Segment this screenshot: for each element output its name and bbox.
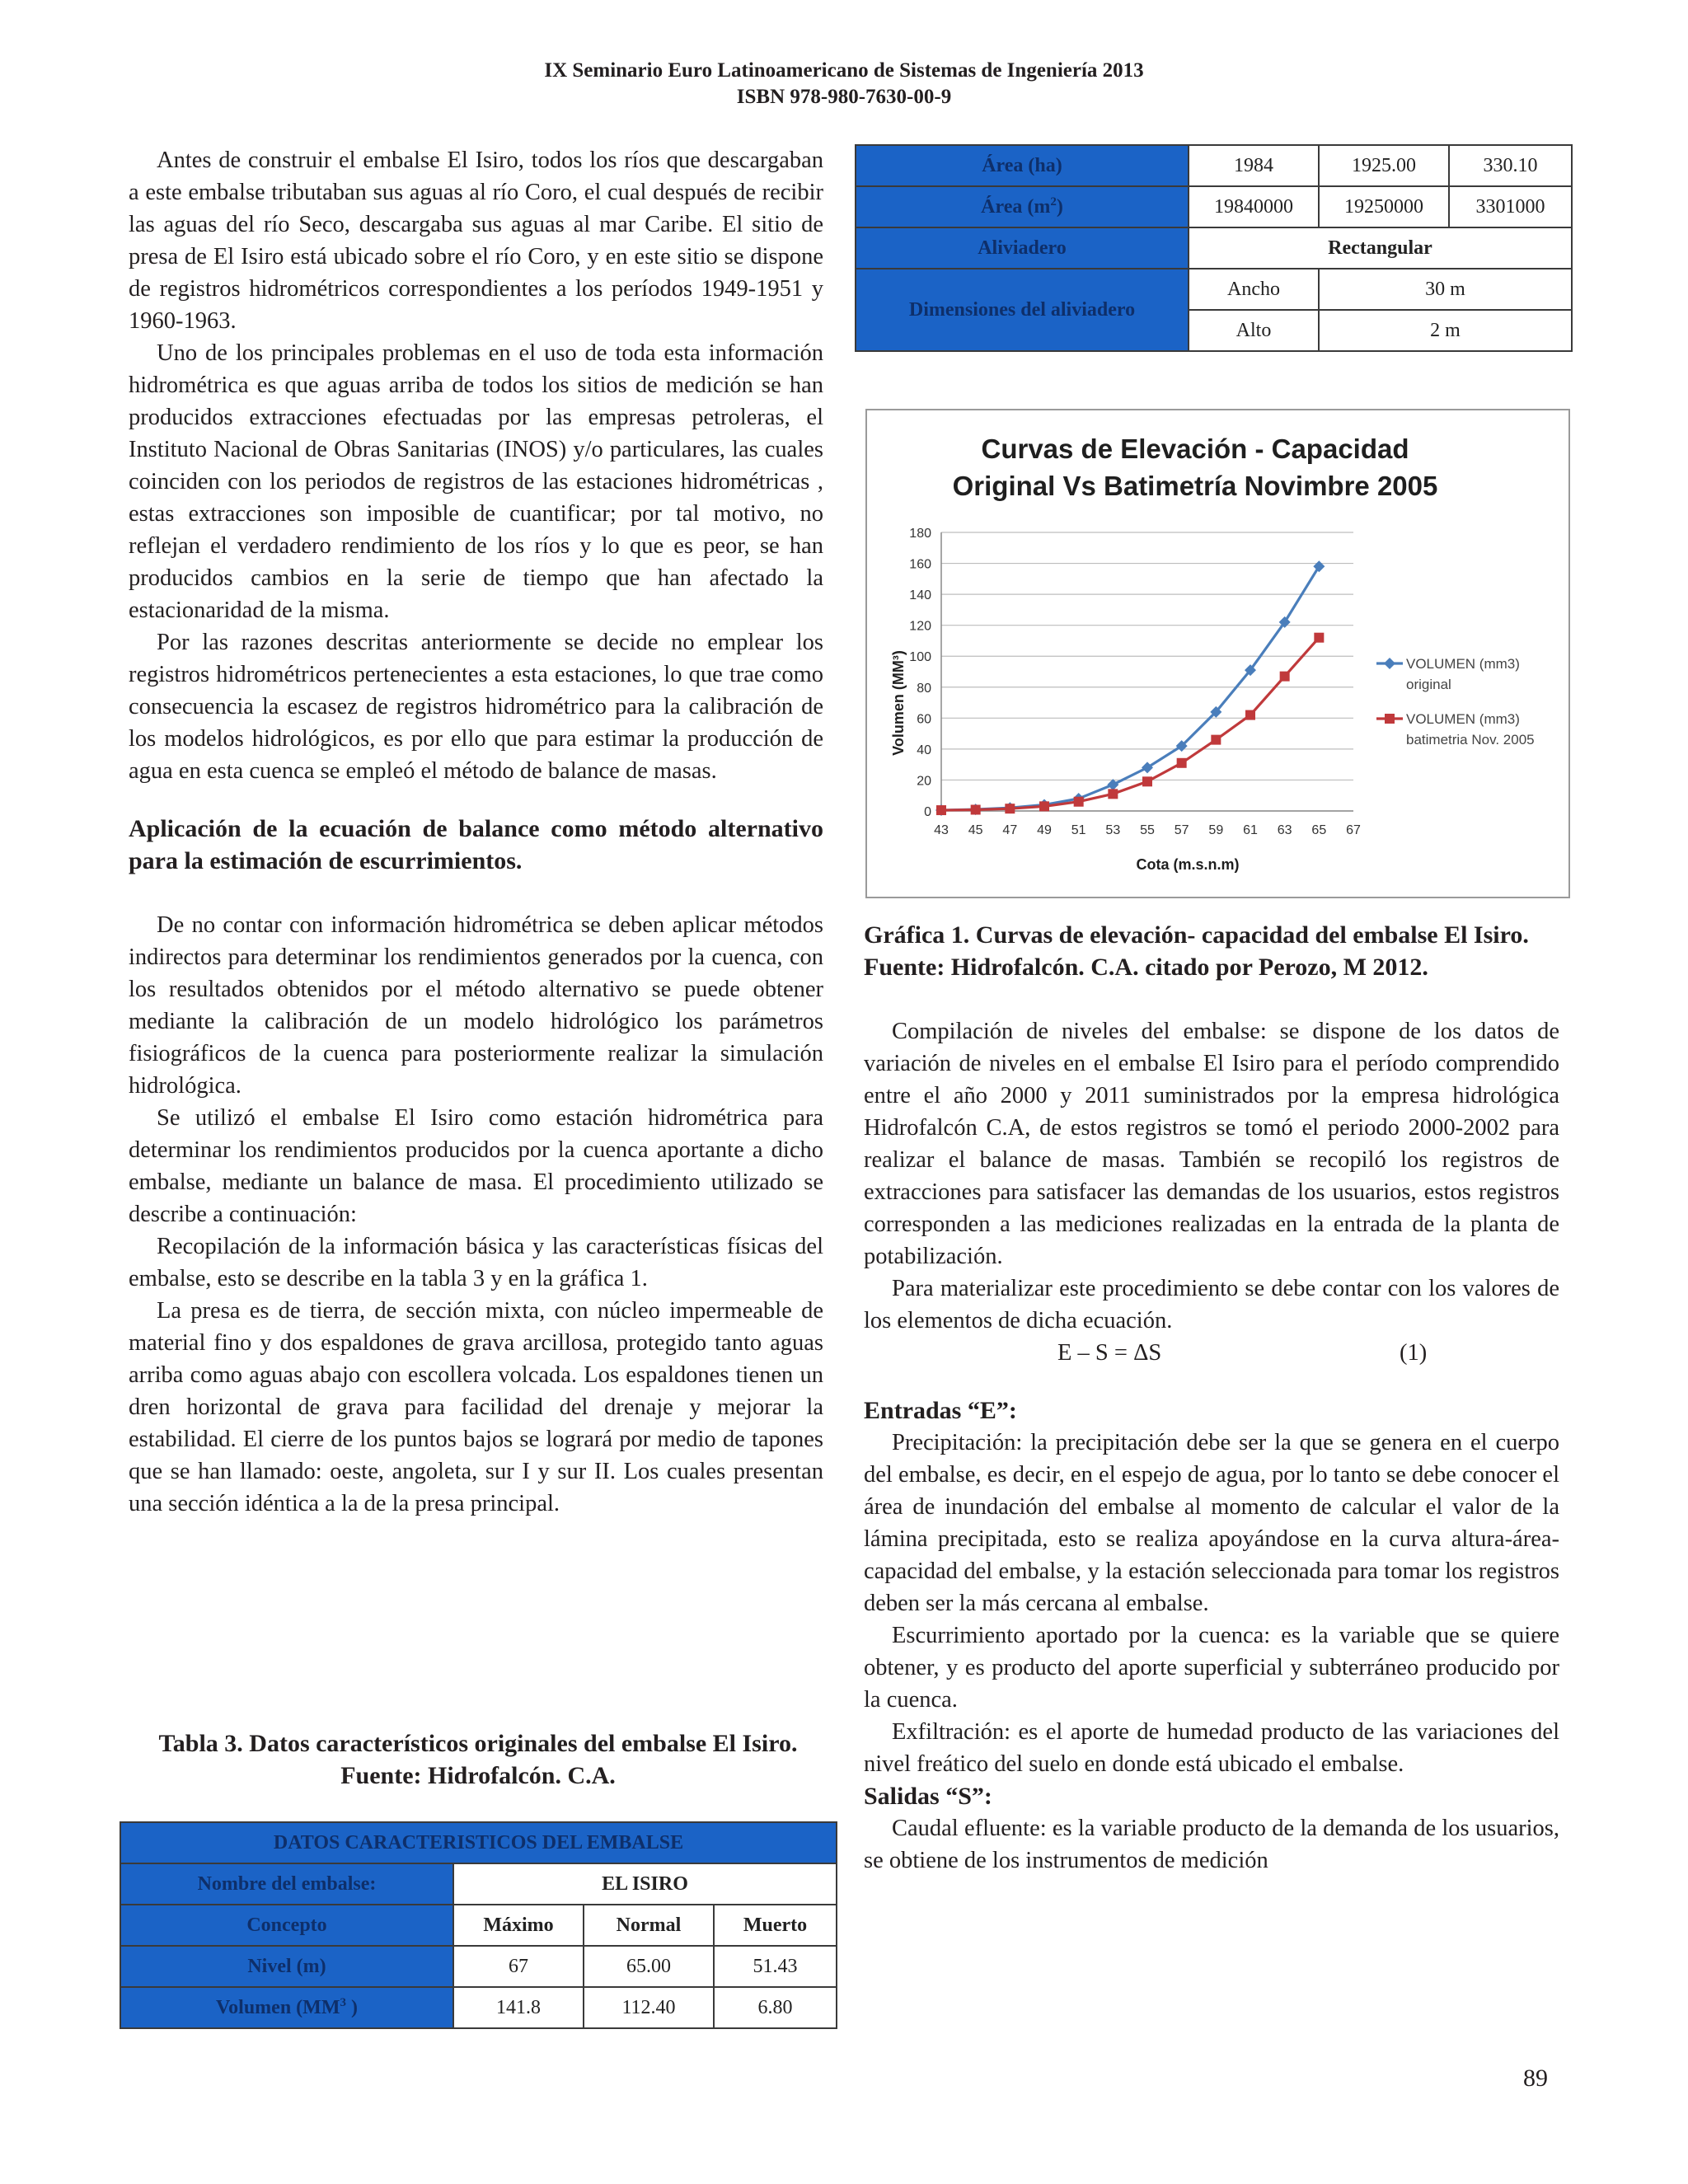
table-title: DATOS CARACTERISTICOS DEL EMBALSE	[120, 1822, 837, 1863]
section-heading: Salidas “S”:	[864, 1783, 992, 1810]
left-column	[129, 144, 823, 1520]
y-tick-label: 40	[917, 743, 931, 757]
y-tick-label: 160	[909, 557, 931, 572]
paragraph: De no contar con información hidrométrica se deben aplicar métodos indirectos para determinar los rendimientos generados por la cuenca, con los resultados obtenidos por el método alternativo se puede obtener mediante la calibración de un modelo hidrológico los parámetros fisiográficos de la cuenca para posteriormente realizar la simulación hidrológica.	[129, 912, 823, 1099]
table-cell: 1925.00	[1319, 145, 1449, 186]
table-cell: 6.80	[714, 1987, 837, 2028]
paragraph: Para materializar este procedimiento se debe contar con los valores de los elementos de dicha ecuación.	[864, 1276, 1559, 1333]
page-number: 89	[1523, 2064, 1548, 2092]
reservoir-data-table-continued	[855, 144, 1573, 352]
y-tick-label: 80	[917, 681, 931, 696]
col-header-max: Máximo	[453, 1905, 584, 1946]
name-value: EL ISIRO	[453, 1863, 837, 1905]
table-cell: 330.10	[1449, 145, 1572, 186]
data-point	[1005, 804, 1015, 813]
x-tick-label: 67	[1346, 823, 1361, 837]
elevation-capacity-chart	[865, 409, 1570, 898]
paragraph: Se utilizó el embalse El Isiro como estación hidrométrica para determinar los rendimientos producidos por la cuenca aportante a dicho embalse, mediante un balance de masa. El procedimiento utilizado se describe a continuación:	[129, 1105, 823, 1227]
data-point	[1211, 735, 1221, 745]
width-label: Ancho	[1189, 269, 1319, 310]
table-cell: 51.43	[714, 1946, 837, 1987]
table-caption: Tabla 3. Datos característicos originales del embalse El Isiro. Fuente: Hidrofalcón. C.A.	[158, 1730, 798, 1789]
height-label: Alto	[1189, 310, 1319, 351]
chart-caption: Gráfica 1. Curvas de elevación- capacidad del embalse El Isiro. Fuente: Hidrofalcón. C.A. citado por Perozo, M 2012.	[864, 921, 1529, 981]
data-point	[1314, 633, 1324, 643]
paragraph: Escurrimiento aportado por la cuenca: es la variable que se quiere obtener, y es producto del aporte superficial y subterráneo producido por la cuenca.	[864, 1623, 1559, 1713]
legend-label: original	[1406, 677, 1451, 692]
spillway-dims-label: Dimensiones del aliviadero	[856, 269, 1189, 351]
nivel-label: Nivel (m)	[120, 1946, 453, 1987]
equation-number: (1)	[1400, 1340, 1428, 1366]
width-value: 30 m	[1319, 269, 1572, 310]
col-header-normal: Normal	[584, 1905, 714, 1946]
equation: E – S = ΔS	[1057, 1340, 1162, 1366]
paragraph: Caudal efluente: es la variable producto de la demanda de los usuarios, se obtiene de los instrumentos de medición	[864, 1816, 1559, 1873]
paragraph: La presa es de tierra, de sección mixta, con núcleo impermeable de material fino y dos espaldones de grava arcillosa, protegido tanto aguas arriba como aguas abajo con escollera volcada. Los espaldones tienen un dren horizontal de grava para facilidad del drenaje y mejorar la estabilidad. El cierre de los puntos bajos se logrará por medio de tapones que se han llamado: oeste, angoleta, sur I y sur II. Los cuales presentan una sección idéntica a la de la presa principal.	[129, 1298, 823, 1516]
data-point	[1074, 797, 1084, 807]
x-tick-label: 57	[1174, 823, 1189, 837]
section-heading: Entradas “E”:	[864, 1397, 1017, 1424]
table-cell: 141.8	[453, 1987, 584, 2028]
conference-title: IX Seminario Euro Latinoamericano de Sistemas de Ingeniería 2013	[544, 59, 1144, 82]
table-cell: 19840000	[1189, 186, 1319, 227]
x-tick-label: 63	[1277, 823, 1292, 837]
right-column	[864, 919, 1559, 1877]
chart-title: Curvas de Elevación - Capacidad	[981, 434, 1409, 464]
paragraph: Compilación de niveles del embalse: se dispone de los datos de variación de niveles en el embalse El Isiro para el período comprendido entre el año 2000 y 2011 suministrados por la empresa hidrológica Hidrofalcón C.A, de estos registros se tomó el periodo 2000-2002 para realizar el balance de masas. También se recopiló los registros de extracciones para satisfacer las demandas de los usuarios, estos registros corresponden a las mediciones realizadas en la entrada de la planta de potabilización.	[864, 1019, 1559, 1269]
table-cell: 1984	[1189, 145, 1319, 186]
legend-label: VOLUMEN (mm3)	[1406, 656, 1520, 672]
paragraph: Antes de construir el embalse El Isiro, todos los ríos que descargaban a este embalse tributaban sus aguas al río Coro, el cual después de recibir las aguas del río Seco, descargaba sus aguas al mar Caribe. El sitio de presa de El Isiro está ubicado sobre el río Coro, y en este sitio se dispone de registros hidrométricos correspondientes a los períodos 1949-1951 y 1960-1963.	[129, 148, 823, 334]
data-point	[1107, 779, 1118, 790]
series-line-1	[941, 566, 1319, 810]
y-tick-label: 120	[909, 619, 931, 634]
legend-marker	[1384, 658, 1395, 669]
chart-svg	[867, 410, 1568, 897]
table-cell: 67	[453, 1946, 584, 1987]
area-ha-label: Área (ha)	[856, 145, 1189, 186]
col-header-dead: Muerto	[714, 1905, 837, 1946]
x-tick-label: 43	[934, 823, 949, 837]
x-tick-label: 53	[1105, 823, 1121, 837]
data-point	[936, 805, 946, 815]
table-cell: 112.40	[584, 1987, 714, 2028]
x-tick-label: 51	[1071, 823, 1086, 837]
y-tick-label: 0	[924, 805, 931, 819]
y-axis-label: Volumen (MM³)	[890, 650, 907, 756]
paragraph: Exfiltración: es el aporte de humedad producto de las variaciones del nivel freático del suelo en donde está ubicado el embalse.	[864, 1719, 1559, 1777]
y-tick-label: 140	[909, 588, 931, 603]
legend-label: VOLUMEN (mm3)	[1406, 711, 1520, 727]
data-point	[1108, 789, 1118, 799]
chart-subtitle: Original Vs Batimetría Novimbre 2005	[952, 471, 1438, 501]
y-tick-label: 60	[917, 712, 931, 727]
x-tick-label: 59	[1208, 823, 1224, 837]
data-point	[1039, 801, 1049, 811]
section-heading: Aplicación de la ecuación de balance como método alternativo para la estimación de escurrimientos.	[129, 815, 823, 874]
height-value: 2 m	[1319, 310, 1572, 351]
area-m2-label: Área $(m^2)$	[856, 186, 1189, 227]
legend-label: batimetria Nov. 2005	[1406, 732, 1535, 748]
paragraph: Recopilación de la información básica y las características físicas del embalse, esto se describe en la tabla 3 y en la gráfica 1.	[129, 1234, 823, 1291]
name-label: Nombre del embalse:	[120, 1863, 453, 1905]
x-tick-label: 55	[1140, 823, 1155, 837]
volume-label: Volumen ($MM^3$ )	[120, 1987, 453, 2028]
spillway-value: Rectangular	[1189, 227, 1572, 269]
x-tick-label: 47	[1002, 823, 1018, 837]
paragraph: Precipitación: la precipitación debe ser la que se genera en el cuerpo del embalse, es decir, en el espejo de agua, por lo tanto se debe conocer el área de inundación del embalse al momento de calcular el valor de la lámina precipitada, esto se realiza apoyándose en la curva altura-área-capacidad del embalse, y la estación seleccionada para tomar los registros deben ser la más cercana al embalse.	[864, 1430, 1559, 1616]
data-point	[1142, 776, 1152, 786]
reservoir-data-table	[120, 1821, 837, 2029]
y-tick-label: 20	[917, 774, 931, 789]
table-cell: 65.00	[584, 1946, 714, 1987]
data-point	[1280, 672, 1290, 682]
table-cell: 3301000	[1449, 186, 1572, 227]
spillway-label: Aliviadero	[856, 227, 1189, 269]
x-tick-label: 61	[1243, 823, 1258, 837]
paragraph: Por las razones descritas anteriormente se decide no emplear los registros hidrométricos pertenecientes a esta estaciones, lo que trae como consecuencia la escasez de registros hidrométrico para la calibración de los modelos hidrológicos, es por ello que para estimar la producción de agua en esta cuenca se empleó el método de balance de masas.	[129, 630, 823, 784]
data-point	[971, 804, 981, 814]
table-cell: 19250000	[1319, 186, 1449, 227]
y-tick-label: 180	[909, 527, 931, 541]
series-line-2	[941, 638, 1319, 810]
data-point	[1245, 710, 1255, 720]
legend-marker	[1385, 714, 1395, 724]
paragraph: Uno de los principales problemas en el uso de toda esta información hidrométrica es que aguas arriba de todos los sitios de medición se han producidos extracciones efectuadas por las empresas petroleras, el Instituto Nacional de Obras Sanitarias (INOS) y/o particulares, las cuales coinciden con los periodos de registros de las estaciones hidrométricas , estas extracciones son imposible de cuantificar; por tal motivo, no reflejan el verdadero rendimiento de los ríos y lo que es peor, se han producidos cambios en la serie de tiempo que han afectado la estacionaridad de la misma.	[129, 340, 823, 623]
data-point	[1177, 758, 1187, 768]
x-tick-label: 45	[968, 823, 983, 837]
isbn: ISBN 978-980-7630-00-9	[736, 86, 952, 108]
equation-line	[864, 1337, 1559, 1369]
x-tick-label: 49	[1037, 823, 1052, 837]
y-tick-label: 100	[909, 650, 931, 665]
x-tick-label: 65	[1311, 823, 1327, 837]
concept-label: Concepto	[120, 1905, 453, 1946]
x-axis-label: Cota (m.s.n.m)	[1136, 856, 1240, 873]
